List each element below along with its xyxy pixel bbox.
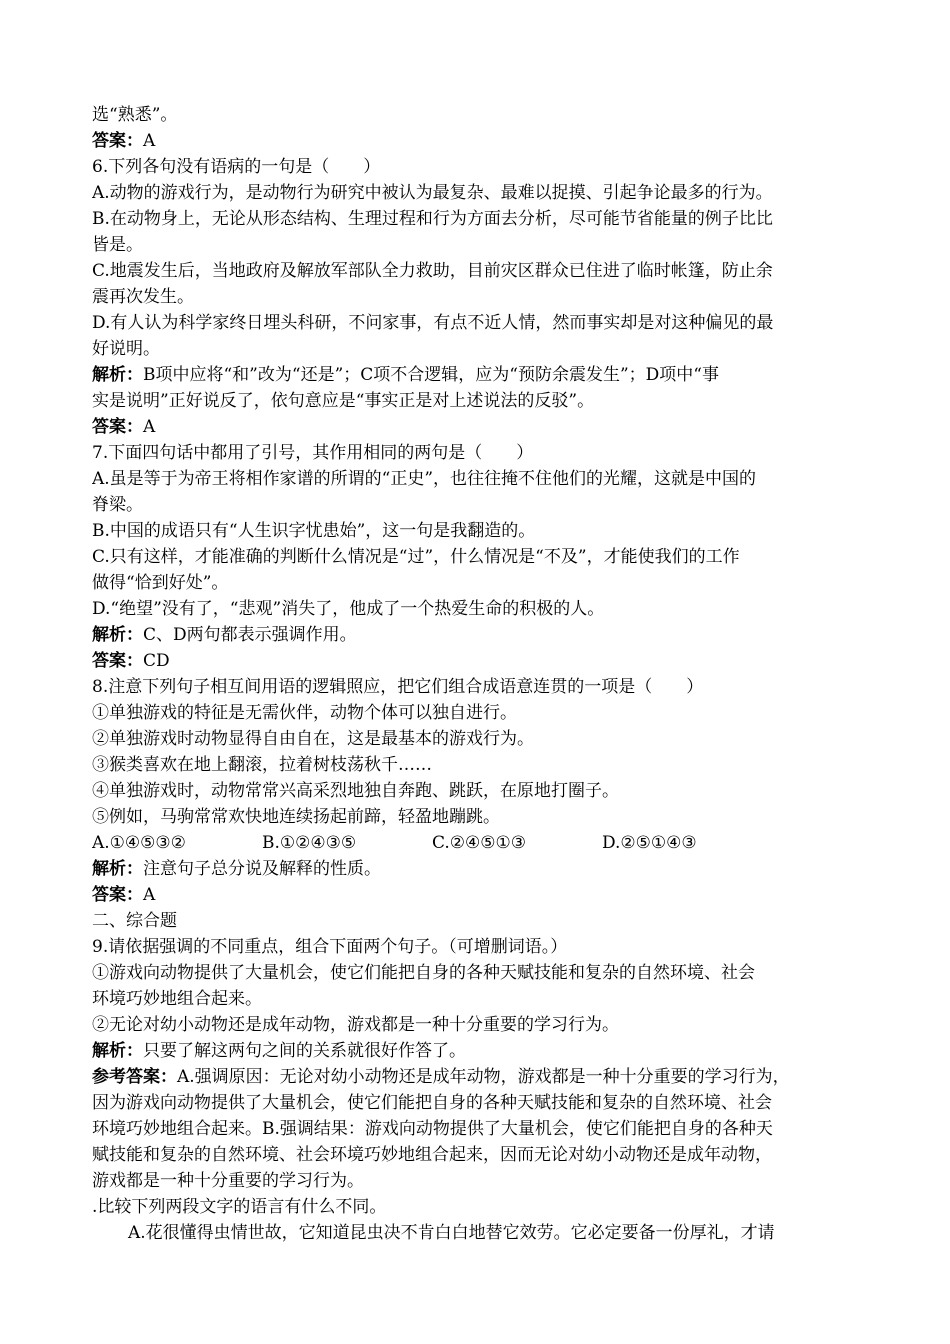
line-text: 二、综合题 — [92, 911, 177, 931]
text-line — [92, 180, 882, 206]
answer-option: A.①④⑤③② — [92, 833, 186, 853]
text-line — [92, 466, 882, 492]
labeled-line — [92, 622, 882, 648]
line-text: A.动物的游戏行为，是动物行为研究中被认为最复杂、最难以捉摸、引起争论最多的行为。 — [92, 183, 773, 203]
text-line — [92, 934, 882, 960]
text-line — [92, 232, 882, 258]
line-text: B项中应将“和”改为“还是”；C项不合逻辑，应为“预防余震发生”；D项中“事 — [143, 365, 719, 385]
text-line — [92, 206, 882, 232]
text-line — [92, 1168, 882, 1194]
line-label: 答案： — [92, 885, 143, 905]
line-text: A — [143, 885, 156, 905]
line-text: 只要了解这两句之间的关系就很好作答了。 — [143, 1041, 466, 1061]
text-line — [92, 700, 882, 726]
line-text: 赋技能和复杂的自然环境、社会环境巧妙地组合起来，因而无论对幼小动物还是成年动物， — [92, 1145, 772, 1165]
text-line — [92, 804, 882, 830]
labeled-line — [92, 882, 882, 908]
text-line — [92, 440, 882, 466]
line-text: ①单独游戏的特征是无需伙伴，动物个体可以独自进行。 — [92, 703, 517, 723]
line-text: C.只有这样，才能准确的判断什么情况是“过”，什么情况是“不及”，才能使我们的工作 — [92, 547, 740, 567]
line-text: B.中国的成语只有“人生识字忧患始”，这一句是我翻造的。 — [92, 521, 536, 541]
labeled-line — [92, 414, 882, 440]
line-text: 环境巧妙地组合起来。B.强调结果：游戏向动物提供了大量机会，使它们能把自身的各种天 — [92, 1119, 773, 1139]
text-line — [92, 258, 882, 284]
line-text: 7.下面四句话中都用了引号，其作用相同的两句是（ ） — [92, 443, 534, 463]
text-line — [92, 726, 882, 752]
line-text: 8.注意下列句子相互间用语的逻辑照应，把它们组合成语意连贯的一项是（ ） — [92, 677, 704, 697]
answer-option: D.②⑤①④③ — [602, 833, 697, 853]
text-line — [92, 1012, 882, 1038]
line-text: A — [143, 417, 156, 437]
text-line — [92, 986, 882, 1012]
text-line — [92, 752, 882, 778]
text-line — [92, 544, 882, 570]
line-text: ②无论对幼小动物还是成年动物，游戏都是一种十分重要的学习行为。 — [92, 1015, 619, 1035]
text-line — [92, 674, 882, 700]
text-line — [92, 154, 882, 180]
line-text: 震再次发生。 — [92, 287, 194, 307]
line-text: 好说明。 — [92, 339, 160, 359]
text-line — [92, 1116, 882, 1142]
line-label: 答案： — [92, 417, 143, 437]
line-text: 注意句子总分说及解释的性质。 — [143, 859, 381, 879]
text-line — [92, 570, 882, 596]
text-line — [92, 388, 882, 414]
text-line — [92, 1220, 882, 1246]
line-text: CD — [143, 651, 170, 671]
line-text: A.虽是等于为帝王将相作家谱的所谓的“正史”，也往往掩不住他们的光耀，这就是中国的 — [92, 469, 757, 489]
text-line — [92, 102, 882, 128]
line-label: 解析： — [92, 859, 143, 879]
line-text: A.强调原因：无论对幼小动物还是成年动物，游戏都是一种十分重要的学习行为， — [177, 1067, 790, 1087]
text-line — [92, 908, 882, 934]
line-text: 9.请依据强调的不同重点，组合下面两个句子。（可增删词语。） — [92, 937, 568, 957]
line-text: 6.下列各句没有语病的一句是（ ） — [92, 157, 381, 177]
line-text: .比较下列两段文字的语言有什么不同。 — [92, 1197, 387, 1217]
text-line — [92, 492, 882, 518]
line-text: 实是说明”正好说反了，依句意应是“事实正是对上述说法的反驳”。 — [92, 391, 595, 411]
line-text: A.花很懂得虫情世故，它知道昆虫决不肯白白地替它效劳。它必定要备一份厚礼，才请 — [128, 1223, 775, 1243]
line-text: C、D两句都表示强调作用。 — [143, 625, 357, 645]
line-text: A — [143, 131, 156, 151]
text-line — [92, 1194, 882, 1220]
line-text: ①游戏向动物提供了大量机会，使它们能把自身的各种天赋技能和复杂的自然环境、社会 — [92, 963, 755, 983]
labeled-line — [92, 128, 882, 154]
line-label: 解析： — [92, 1041, 143, 1061]
labeled-line — [92, 1038, 882, 1064]
text-line — [92, 310, 882, 336]
line-text: 皆是。 — [92, 235, 143, 255]
line-text: 因为游戏向动物提供了大量机会，使它们能把自身的各种天赋技能和复杂的自然环境、社会 — [92, 1093, 772, 1113]
line-text: C.地震发生后，当地政府及解放军部队全力救助，目前灾区群众已住进了临时帐篷，防止余 — [92, 261, 773, 281]
line-text: 选“熟悉”。 — [92, 105, 178, 125]
labeled-line — [92, 1064, 882, 1090]
text-line — [92, 960, 882, 986]
line-label: 解析： — [92, 625, 143, 645]
text-line — [92, 518, 882, 544]
line-text: ⑤例如，马驹常常欢快地连续扬起前蹄，轻盈地蹦跳。 — [92, 807, 500, 827]
line-text: D.有人认为科学家终日埋头科研，不问家事，有点不近人情，然而事实却是对这种偏见的最 — [92, 313, 774, 333]
line-label: 解析： — [92, 365, 143, 385]
line-text: 做得“恰到好处”。 — [92, 573, 229, 593]
line-text: D.“绝望”没有了，“悲观”消失了，他成了一个热爱生命的积极的人。 — [92, 599, 605, 619]
line-text: ②单独游戏时动物显得自由自在，这是最基本的游戏行为。 — [92, 729, 534, 749]
document-page — [92, 102, 882, 1246]
answer-options — [92, 830, 882, 856]
text-line — [92, 284, 882, 310]
line-label: 答案： — [92, 651, 143, 671]
answer-option: B.①②④③⑤ — [262, 833, 357, 853]
line-text: B.在动物身上，无论从形态结构、生理过程和行为方面去分析，尽可能节省能量的例子比比 — [92, 209, 773, 229]
answer-option: C.②④⑤①③ — [432, 833, 527, 853]
line-text: 游戏都是一种十分重要的学习行为。 — [92, 1171, 364, 1191]
labeled-line — [92, 648, 882, 674]
line-label: 答案： — [92, 131, 143, 151]
labeled-line — [92, 362, 882, 388]
text-line — [92, 1090, 882, 1116]
line-label: 参考答案： — [92, 1067, 177, 1087]
text-line — [92, 1142, 882, 1168]
line-text: 脊梁。 — [92, 495, 143, 515]
text-line — [92, 778, 882, 804]
line-text: ③猴类喜欢在地上翻滚，拉着树枝荡秋千…… — [92, 755, 432, 775]
text-line — [92, 336, 882, 362]
labeled-line — [92, 856, 882, 882]
line-text: ④单独游戏时，动物常常兴高采烈地独自奔跑、跳跃，在原地打圈子。 — [92, 781, 619, 801]
text-line — [92, 596, 882, 622]
line-text: 环境巧妙地组合起来。 — [92, 989, 262, 1009]
